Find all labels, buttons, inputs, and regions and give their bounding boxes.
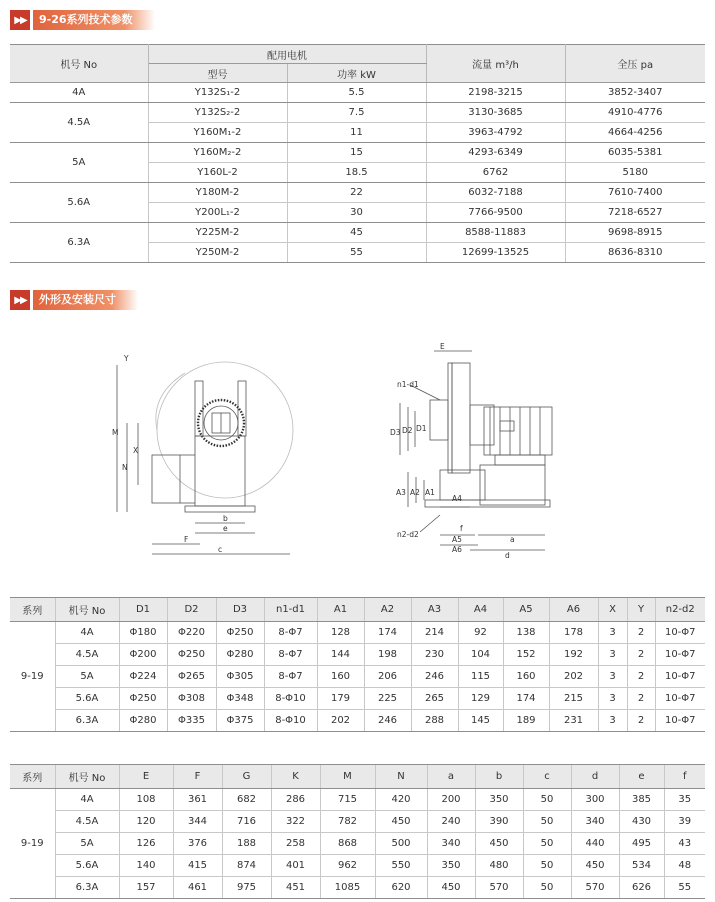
- table-cell: 10-Φ7: [655, 666, 705, 688]
- label-f: f: [460, 524, 463, 533]
- table-cell: 716: [222, 811, 271, 833]
- cell-type: Y160M₂-2: [148, 143, 287, 163]
- table-cell: 682: [222, 789, 271, 811]
- table-cell: 8-Φ10: [264, 688, 317, 710]
- table-cell: 50: [523, 811, 571, 833]
- table-cell: 115: [458, 666, 503, 688]
- table-cell: 152: [503, 644, 549, 666]
- table-cell: Φ348: [216, 688, 264, 710]
- table-cell: 361: [173, 789, 222, 811]
- label-e: e: [223, 524, 228, 533]
- table-cell: 10-Φ7: [655, 644, 705, 666]
- table-row: [10, 855, 705, 877]
- table-row: [10, 143, 705, 163]
- table-cell: 4.5A: [55, 644, 119, 666]
- header-cell: A2: [364, 598, 411, 622]
- cell-flow: 6032-7188: [426, 183, 565, 203]
- cell-model-no: 5A: [10, 143, 148, 183]
- label-A5: A5: [452, 535, 462, 544]
- table-cell: 3: [598, 710, 627, 732]
- table-cell: 300: [571, 789, 619, 811]
- cell-pressure: 4664-4256: [565, 123, 705, 143]
- label-A3: A3: [396, 488, 406, 497]
- table-cell: Φ224: [119, 666, 167, 688]
- table-cell: 225: [364, 688, 411, 710]
- table-cell: 500: [375, 833, 427, 855]
- label-d: d: [505, 551, 510, 560]
- table-cell: 401: [271, 855, 320, 877]
- table-cell: 5.6A: [55, 688, 119, 710]
- table-cell: 450: [427, 877, 475, 899]
- table-row: [10, 811, 705, 833]
- header-cell: E: [119, 765, 173, 789]
- table-cell: 104: [458, 644, 503, 666]
- cell-flow: 7766-9500: [426, 203, 565, 223]
- table-cell: 461: [173, 877, 222, 899]
- header-cell: e: [619, 765, 664, 789]
- double-arrow-icon: ▶▶: [10, 10, 30, 30]
- table-cell: 3: [598, 622, 627, 644]
- table-cell: 214: [411, 622, 458, 644]
- table-cell: 8-Φ10: [264, 710, 317, 732]
- dimension-table-2: [10, 764, 705, 899]
- table-cell: 5.6A: [55, 855, 119, 877]
- table-cell: 240: [427, 811, 475, 833]
- table-cell: 50: [523, 789, 571, 811]
- header-cell: f: [664, 765, 705, 789]
- table-cell: Φ180: [119, 622, 167, 644]
- table-cell: Φ200: [119, 644, 167, 666]
- label-D2: D2: [402, 426, 413, 435]
- header-cell: n2-d2: [655, 598, 705, 622]
- table-row: [10, 833, 705, 855]
- table-cell: 2: [627, 622, 655, 644]
- header-power: 功率 kW: [287, 64, 426, 83]
- table-cell: 390: [475, 811, 523, 833]
- header-type: 型号: [148, 64, 287, 83]
- table-row: [10, 183, 705, 203]
- cell-pressure: 6035-5381: [565, 143, 705, 163]
- cell-flow: 6762: [426, 163, 565, 183]
- table-cell: 620: [375, 877, 427, 899]
- header-cell: A4: [458, 598, 503, 622]
- header-cell: A5: [503, 598, 549, 622]
- table-cell: 138: [503, 622, 549, 644]
- table-cell: Φ280: [119, 710, 167, 732]
- cell-model-no: 5.6A: [10, 183, 148, 223]
- table-cell: 50: [523, 855, 571, 877]
- cell-power: 22: [287, 183, 426, 203]
- table-cell: 258: [271, 833, 320, 855]
- table-cell: Φ335: [167, 710, 216, 732]
- cell-power: 15: [287, 143, 426, 163]
- table-cell: 376: [173, 833, 222, 855]
- table-cell: Φ250: [119, 688, 167, 710]
- table-cell: 174: [364, 622, 411, 644]
- table-cell: 8-Φ7: [264, 622, 317, 644]
- table-cell: 6.3A: [55, 877, 119, 899]
- table-cell: Φ308: [167, 688, 216, 710]
- table-row: [10, 622, 705, 644]
- header-cell: 机号 No: [55, 598, 119, 622]
- header-cell: A3: [411, 598, 458, 622]
- table-cell: 451: [271, 877, 320, 899]
- header-cell: A1: [317, 598, 364, 622]
- label-n1-d1: n1-d1: [397, 380, 419, 389]
- table-cell: 230: [411, 644, 458, 666]
- table-cell: 178: [549, 622, 598, 644]
- table-cell: 246: [364, 710, 411, 732]
- header-cell: n1-d1: [264, 598, 317, 622]
- table-cell: Φ220: [167, 622, 216, 644]
- table-cell: 43: [664, 833, 705, 855]
- header-motor: 配用电机: [148, 45, 426, 64]
- header-cell: F: [173, 765, 222, 789]
- table-cell: 450: [571, 855, 619, 877]
- table-cell: 420: [375, 789, 427, 811]
- table-row: [10, 644, 705, 666]
- table-cell: 3: [598, 644, 627, 666]
- cell-model-no: 4.5A: [10, 103, 148, 143]
- cell-type: Y132S₂-2: [148, 103, 287, 123]
- table-cell: 206: [364, 666, 411, 688]
- table-cell: 48: [664, 855, 705, 877]
- table-cell: 5A: [55, 833, 119, 855]
- header-pressure: 全压 pa: [565, 45, 705, 83]
- table-cell: 265: [411, 688, 458, 710]
- table-cell: 1085: [320, 877, 375, 899]
- table-cell: 534: [619, 855, 664, 877]
- table-cell: Φ265: [167, 666, 216, 688]
- table-cell: 344: [173, 811, 222, 833]
- table-row: [10, 223, 705, 243]
- table-cell: 179: [317, 688, 364, 710]
- label-Y: Y: [124, 354, 129, 363]
- header-cell: D1: [119, 598, 167, 622]
- header-cell: Y: [627, 598, 655, 622]
- table-cell: 415: [173, 855, 222, 877]
- cell-pressure: 5180: [565, 163, 705, 183]
- table-cell: 35: [664, 789, 705, 811]
- table-cell: 192: [549, 644, 598, 666]
- table-cell: 231: [549, 710, 598, 732]
- table-cell: 495: [619, 833, 664, 855]
- table-cell: 4A: [55, 789, 119, 811]
- header-cell: 系列: [10, 765, 55, 789]
- table-cell: 288: [411, 710, 458, 732]
- table-row: [10, 83, 705, 103]
- table-cell: 157: [119, 877, 173, 899]
- header-cell: 系列: [10, 598, 55, 622]
- table-cell: 215: [549, 688, 598, 710]
- table-cell: 962: [320, 855, 375, 877]
- label-E: E: [440, 342, 445, 351]
- table-cell: 10-Φ7: [655, 710, 705, 732]
- cell-flow: 2198-3215: [426, 83, 565, 103]
- table-cell: 120: [119, 811, 173, 833]
- label-a: a: [510, 535, 515, 544]
- table-cell: 128: [317, 622, 364, 644]
- section-title: 9-26系列技术参数: [33, 10, 155, 30]
- table-cell: 129: [458, 688, 503, 710]
- table-cell: 570: [571, 877, 619, 899]
- cell-power: 18.5: [287, 163, 426, 183]
- label-A4: A4: [452, 494, 462, 503]
- header-cell: 机号 No: [55, 765, 119, 789]
- table-cell: Φ375: [216, 710, 264, 732]
- table-cell: 2: [627, 666, 655, 688]
- cell-series: 9-19: [10, 789, 55, 899]
- cell-model-no: 4A: [10, 83, 148, 103]
- cell-type: Y160L-2: [148, 163, 287, 183]
- cell-power: 55: [287, 243, 426, 263]
- table-cell: 198: [364, 644, 411, 666]
- table-cell: 50: [523, 877, 571, 899]
- table-cell: 202: [549, 666, 598, 688]
- double-arrow-icon: ▶▶: [10, 290, 30, 310]
- table-cell: 626: [619, 877, 664, 899]
- table-cell: 450: [475, 833, 523, 855]
- table-cell: 550: [375, 855, 427, 877]
- table-row: [10, 666, 705, 688]
- table-cell: 874: [222, 855, 271, 877]
- table-cell: 570: [475, 877, 523, 899]
- table-cell: 55: [664, 877, 705, 899]
- cell-power: 7.5: [287, 103, 426, 123]
- table-cell: 3: [598, 666, 627, 688]
- table-cell: 200: [427, 789, 475, 811]
- header-model-no: 机号 No: [10, 45, 148, 83]
- cell-pressure: 3852-3407: [565, 83, 705, 103]
- label-c: c: [218, 545, 223, 554]
- table-cell: 10-Φ7: [655, 688, 705, 710]
- cell-power: 45: [287, 223, 426, 243]
- table-cell: 202: [317, 710, 364, 732]
- table-cell: 246: [411, 666, 458, 688]
- table-cell: Φ305: [216, 666, 264, 688]
- cell-pressure: 8636-8310: [565, 243, 705, 263]
- table-cell: 4A: [55, 622, 119, 644]
- section-header-dimensions: [10, 290, 138, 310]
- label-n2-d2: n2-d2: [397, 530, 419, 539]
- header-cell: a: [427, 765, 475, 789]
- table-cell: 140: [119, 855, 173, 877]
- cell-flow: 8588-11883: [426, 223, 565, 243]
- table-cell: 385: [619, 789, 664, 811]
- table-cell: Φ250: [216, 622, 264, 644]
- table-cell: 92: [458, 622, 503, 644]
- cell-power: 5.5: [287, 83, 426, 103]
- label-M: M: [112, 428, 119, 437]
- table-cell: 480: [475, 855, 523, 877]
- table-cell: 160: [503, 666, 549, 688]
- table-cell: 4.5A: [55, 811, 119, 833]
- label-F: F: [184, 535, 189, 544]
- header-cell: G: [222, 765, 271, 789]
- table-cell: 6.3A: [55, 710, 119, 732]
- cell-pressure: 9698-8915: [565, 223, 705, 243]
- label-A6: A6: [452, 545, 462, 554]
- table-cell: 3: [598, 688, 627, 710]
- label-D3: D3: [390, 428, 401, 437]
- header-cell: X: [598, 598, 627, 622]
- table-cell: 975: [222, 877, 271, 899]
- cell-flow: 3130-3685: [426, 103, 565, 123]
- label-N: N: [122, 463, 128, 472]
- table-row: [10, 688, 705, 710]
- label-A1: A1: [425, 488, 435, 497]
- table-cell: 144: [317, 644, 364, 666]
- table-cell: 50: [523, 833, 571, 855]
- cell-pressure: 4910-4776: [565, 103, 705, 123]
- table-cell: 5A: [55, 666, 119, 688]
- table-cell: 340: [571, 811, 619, 833]
- tech-params-table: [10, 44, 705, 263]
- section-title: 外形及安装尺寸: [33, 290, 138, 310]
- table-cell: 160: [317, 666, 364, 688]
- header-cell: D3: [216, 598, 264, 622]
- table-cell: Φ280: [216, 644, 264, 666]
- table-cell: 715: [320, 789, 375, 811]
- header-flow: 流量 m³/h: [426, 45, 565, 83]
- table-cell: 782: [320, 811, 375, 833]
- cell-power: 30: [287, 203, 426, 223]
- cell-power: 11: [287, 123, 426, 143]
- table-cell: 189: [503, 710, 549, 732]
- table-cell: 174: [503, 688, 549, 710]
- table-cell: 10-Φ7: [655, 622, 705, 644]
- table-cell: 2: [627, 688, 655, 710]
- cell-type: Y225M-2: [148, 223, 287, 243]
- table-row: [10, 103, 705, 123]
- cell-type: Y180M-2: [148, 183, 287, 203]
- table-cell: 286: [271, 789, 320, 811]
- cell-model-no: 6.3A: [10, 223, 148, 263]
- cell-flow: 12699-13525: [426, 243, 565, 263]
- label-D1: D1: [416, 424, 427, 433]
- table-cell: 2: [627, 644, 655, 666]
- table-cell: 39: [664, 811, 705, 833]
- table-cell: 450: [375, 811, 427, 833]
- table-cell: 350: [475, 789, 523, 811]
- table-cell: 108: [119, 789, 173, 811]
- header-cell: A6: [549, 598, 598, 622]
- fan-dimension-drawing: [0, 335, 715, 575]
- cell-flow: 3963-4792: [426, 123, 565, 143]
- header-cell: K: [271, 765, 320, 789]
- header-cell: b: [475, 765, 523, 789]
- table-cell: 440: [571, 833, 619, 855]
- header-cell: D2: [167, 598, 216, 622]
- header-cell: d: [571, 765, 619, 789]
- cell-type: Y200L₁-2: [148, 203, 287, 223]
- header-cell: M: [320, 765, 375, 789]
- table-row: [10, 877, 705, 899]
- table-cell: 126: [119, 833, 173, 855]
- table-cell: Φ250: [167, 644, 216, 666]
- label-b: b: [223, 514, 228, 523]
- table-cell: 868: [320, 833, 375, 855]
- cell-type: Y132S₁-2: [148, 83, 287, 103]
- cell-pressure: 7218-6527: [565, 203, 705, 223]
- cell-type: Y160M₁-2: [148, 123, 287, 143]
- table-cell: 2: [627, 710, 655, 732]
- table-cell: 8-Φ7: [264, 666, 317, 688]
- cell-type: Y250M-2: [148, 243, 287, 263]
- label-X: X: [133, 446, 139, 455]
- header-cell: N: [375, 765, 427, 789]
- table-cell: 322: [271, 811, 320, 833]
- cell-flow: 4293-6349: [426, 143, 565, 163]
- table-cell: 340: [427, 833, 475, 855]
- dimension-table-1: [10, 597, 705, 732]
- table-cell: 188: [222, 833, 271, 855]
- table-cell: 350: [427, 855, 475, 877]
- header-cell: c: [523, 765, 571, 789]
- table-cell: 145: [458, 710, 503, 732]
- label-A2: A2: [410, 488, 420, 497]
- table-cell: 430: [619, 811, 664, 833]
- table-row: [10, 789, 705, 811]
- cell-series: 9-19: [10, 622, 55, 732]
- table-row: [10, 710, 705, 732]
- table-cell: 8-Φ7: [264, 644, 317, 666]
- section-header-tech: [10, 10, 155, 30]
- cell-pressure: 7610-7400: [565, 183, 705, 203]
